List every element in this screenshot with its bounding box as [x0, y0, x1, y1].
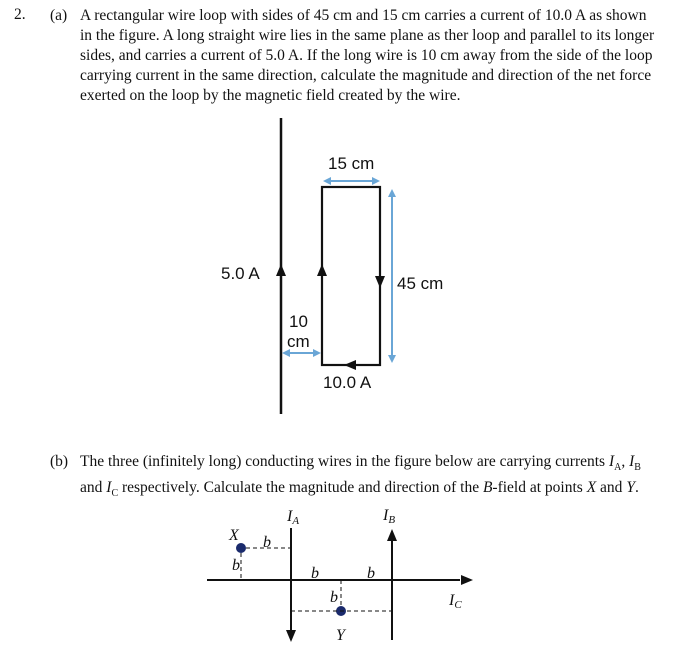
part-b-line-2 — [50, 478, 686, 504]
ic-subscript: C — [111, 488, 119, 500]
b-label-a-to-y: b — [311, 565, 319, 582]
b-label-x-horizontal: b — [263, 534, 271, 551]
loop-bottom-left-arrow — [344, 360, 356, 370]
question-number: 2. — [14, 6, 26, 23]
wire-b-current-arrow — [387, 529, 397, 541]
part-b-line-2-end: -field at points — [492, 479, 587, 497]
loop-left-up-arrow — [317, 264, 327, 276]
long-wire-current-arrow — [276, 264, 286, 276]
point-y-label: Y — [336, 627, 345, 644]
part-a-line-5: exerted on the loop by the magnetic field created by the wire. — [80, 87, 461, 104]
b-label-y-vertical: b — [330, 589, 338, 606]
part-a-line-4: carrying current in the same direction, calculate the magnitude and direction of the net force — [80, 67, 652, 84]
ib-label: IB — [383, 507, 396, 526]
part-b-line-2-pre: and — [80, 479, 107, 497]
ia-label: IA — [287, 508, 300, 527]
part-a-line-3: sides, and carries a current of 5.0 A. If the long wire is 10 cm away from the side of the loop — [80, 47, 653, 64]
part-b-label: (b) — [50, 453, 69, 470]
wire-current-label: 5.0 A — [221, 264, 260, 283]
figure-a — [221, 118, 443, 414]
loop-height-label: 45 cm — [397, 274, 444, 293]
figure-b — [207, 507, 473, 644]
wire-loop — [322, 187, 380, 365]
b-label-y-to-b: b — [367, 565, 375, 582]
separation-unit-label: cm — [287, 332, 310, 351]
part-a-label: (a) — [50, 7, 68, 24]
part-b-line-1 — [50, 452, 686, 478]
part-b-text — [50, 452, 686, 504]
separation-value-label: 10 — [289, 312, 308, 331]
loop-current-label: 10.0 A — [323, 373, 372, 392]
loop-width-label: 15 cm — [328, 154, 375, 173]
point-x-label: X — [229, 527, 239, 544]
ic-symbol: I — [106, 479, 112, 497]
part-a-line-2: in the figure. A long straight wire lies in the same plane as ther loop and parallel to its longer — [80, 27, 655, 44]
part-b-line-2-text: respectively. Calculate the magnitude and direction of the — [118, 479, 483, 497]
wire-c-current-arrow — [461, 575, 473, 585]
part-a-line-1: A rectangular wire loop with sides of 45 cm and 15 cm carries a current of 10.0 A as shown — [80, 7, 647, 24]
ia-symbol: I — [608, 453, 615, 470]
part-b-line-2-and: and — [596, 479, 627, 497]
ib-subscript: B — [634, 462, 641, 474]
x-symbol: X — [586, 479, 597, 497]
loop-right-down-arrow — [375, 276, 385, 288]
y-symbol: Y — [626, 479, 635, 497]
ia-subscript: A — [614, 462, 622, 474]
b-label-x-vertical: b — [232, 557, 240, 574]
part-b-line-2-period: . — [634, 479, 639, 497]
ib-symbol: I — [629, 453, 635, 470]
part-b-line-1-text: The three (infinitely long) conducting wires in the figure below are carrying currents — [80, 453, 609, 470]
point-x-dot — [236, 543, 246, 553]
ic-label: IC — [449, 592, 462, 611]
wire-a-current-arrow — [286, 630, 296, 642]
part-b-line-1-sep: , — [621, 453, 630, 470]
b-field-symbol: B — [482, 479, 493, 497]
